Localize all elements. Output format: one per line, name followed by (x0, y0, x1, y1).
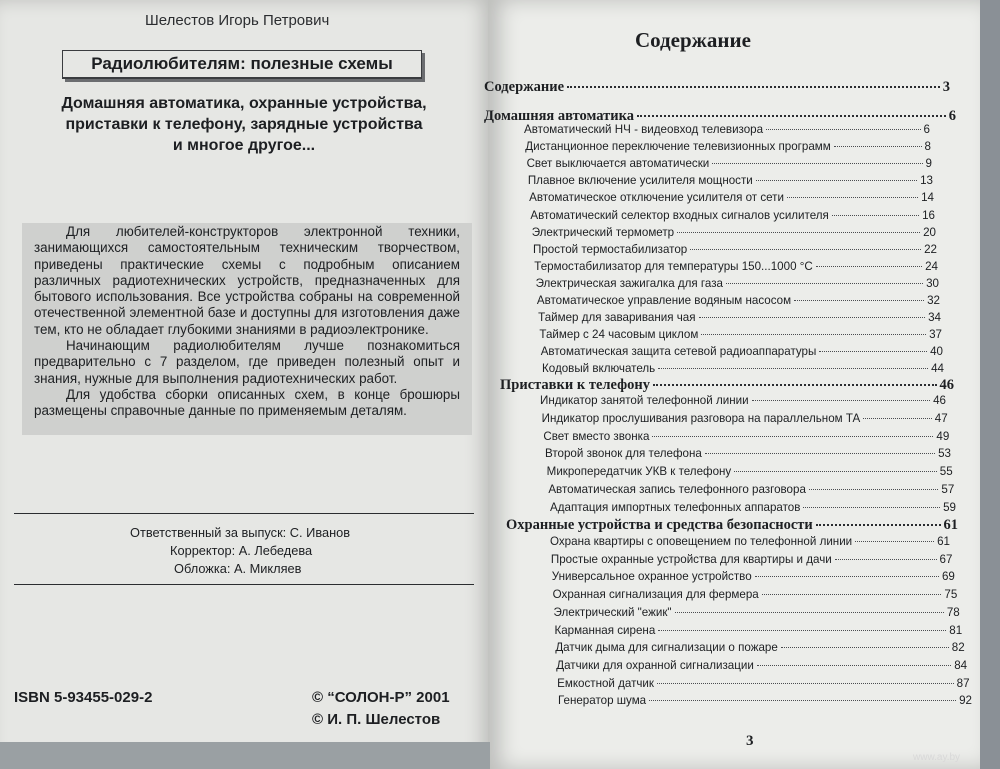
toc-leader-dots (690, 249, 921, 250)
toc-leader-dots (705, 453, 935, 454)
toc-entry-title: Приставки к телефону (500, 377, 651, 393)
toc-item (541, 345, 943, 358)
toc-item (524, 123, 930, 136)
toc-entry-page: 67 (939, 552, 953, 566)
toc-entry-title: Индикатор прослушивания разговора на параллельном ТА (541, 411, 861, 425)
toc-entry-title: Автоматический селектор входных сигналов усилителя (530, 208, 829, 222)
toc-section (506, 517, 958, 534)
toc-item (527, 157, 932, 170)
toc-entry-page: 22 (924, 242, 937, 256)
toc-entry-title: Автоматическая защита сетевой радиоаппаратуры (540, 345, 817, 359)
toc-leader-dots (658, 368, 928, 369)
toc-entry-page: 30 (926, 276, 939, 290)
desk-background-bottom (0, 742, 490, 769)
toc-entry-title: Свет вместо звонка (543, 429, 650, 443)
toc-entry-title: Термостабилизатор для температуры 150...1000 °С (534, 259, 813, 273)
toc-entry-title: Охранные устройства и средства безопасности (506, 517, 813, 533)
toc-leader-dots (567, 86, 940, 88)
toc-item (530, 209, 935, 222)
toc-item (542, 412, 948, 425)
toc-entry-title: Простой термостабилизатор (533, 242, 688, 256)
toc-entry-page: 55 (939, 465, 953, 479)
toc-entry-title: Автоматический НЧ - видеовход телевизора (524, 123, 764, 136)
credit-line: Корректор: А. Лебедева (170, 543, 313, 558)
annotation (34, 224, 460, 420)
toc-entry-page: 20 (923, 225, 936, 239)
toc-entry-page: 61 (943, 517, 958, 533)
toc-leader-dots (832, 215, 919, 216)
toc-item (537, 294, 940, 307)
toc-entry-page: 3 (942, 79, 950, 95)
toc-heading: Содержание (635, 28, 751, 52)
toc-entry-title: Простые охранные устройства для квартиры и дачи (550, 552, 832, 566)
toc-item (539, 328, 942, 341)
toc-item (550, 535, 950, 548)
toc-item (545, 447, 951, 460)
toc-entry-page: 49 (936, 429, 950, 443)
toc-entry-page: 84 (954, 658, 968, 672)
subtitle-line: приставки к телефону, зарядные устройства (65, 116, 423, 133)
toc-leader-dots (855, 541, 934, 542)
toc-entry-page: 82 (951, 641, 965, 655)
toc-item (553, 588, 958, 601)
toc-item (554, 606, 960, 619)
toc-leader-dots (726, 283, 923, 284)
toc-item (558, 694, 972, 707)
toc-entry-title: Генератор шума (558, 694, 647, 708)
toc-entry-title: Датчик дыма для сигнализации о пожаре (555, 641, 778, 655)
toc-item (532, 226, 936, 239)
annotation-paragraph: Начинающим радиолюбителям лучше познакомиться предварительно с 7 разделом, где приведен полезный опыт и знания, нужные для выполнения радиотехнических работ. (34, 338, 460, 386)
toc-entry-page: 9 (925, 157, 932, 171)
toc-item (528, 174, 933, 187)
toc-entry-page: 16 (922, 208, 935, 222)
toc-entry-page: 47 (934, 411, 948, 425)
toc-item (538, 311, 941, 324)
toc-item (557, 677, 969, 690)
toc-item (529, 191, 934, 204)
toc-entry-page: 24 (925, 259, 938, 273)
divider-line (14, 584, 474, 585)
divider-line (14, 513, 474, 514)
toc-entry-page: 8 (924, 140, 931, 154)
toc-entry-title: Содержание (484, 79, 565, 95)
toc-entry-page: 75 (944, 588, 958, 602)
subtitle-line: и многое другое... (172, 137, 316, 154)
toc-item (548, 483, 954, 496)
toc-entry-title: Емкостной датчик (557, 676, 654, 690)
table-of-contents (484, 74, 972, 714)
toc-entry-page: 40 (930, 345, 943, 359)
toc-leader-dots (757, 665, 951, 666)
page-number: 3 (746, 733, 754, 749)
toc-entry-title: Таймер с 24 часовым циклом (539, 328, 699, 342)
toc-leader-dots (794, 300, 924, 301)
copyright-line: © “СОЛОН-Р” 2001 (312, 689, 450, 706)
toc-entry-title: Карманная сирена (554, 623, 656, 637)
toc-entry-title: Охрана квартиры с оповещением по телефонной линии (550, 535, 853, 548)
toc-leader-dots (653, 384, 936, 386)
toc-entry-title: Автоматическое управление водяным насосом (536, 294, 792, 307)
toc-entry-page: 14 (921, 191, 934, 205)
toc-leader-dots (762, 594, 942, 595)
toc-entry-title: Домашняя автоматика (484, 108, 635, 124)
toc-item (543, 430, 949, 443)
toc-entry-page: 46 (933, 394, 946, 407)
toc-leader-dots (752, 400, 931, 401)
toc-entry-page: 81 (949, 623, 963, 637)
toc-section (484, 79, 950, 96)
toc-entry-page: 6 (948, 108, 956, 124)
credit-line: Ответственный за выпуск: С. Иванов (130, 525, 351, 540)
toc-section (500, 377, 954, 394)
toc-leader-dots (835, 559, 937, 560)
toc-item (555, 641, 964, 654)
toc-entry-title: Электрический "ежик" (553, 605, 672, 619)
toc-entry-page: 44 (931, 362, 944, 376)
author-name: Шелестов Игорь Петрович (145, 12, 330, 29)
toc-entry-page: 37 (929, 328, 942, 342)
toc-entry-title: Датчики для охранной сигнализации (556, 658, 754, 672)
toc-entry-page: 32 (927, 294, 940, 307)
toc-leader-dots (675, 612, 944, 613)
toc-entry-title: Автоматическое отключение усилителя от сети (529, 191, 784, 205)
toc-entry-page: 78 (946, 605, 960, 619)
toc-item (551, 553, 953, 566)
copyright-line: © И. П. Шелестов (312, 711, 441, 728)
toc-entry-page: 69 (941, 570, 955, 584)
toc-leader-dots (755, 576, 939, 577)
toc-entry-title: Индикатор занятой телефонной линии (540, 394, 749, 407)
toc-entry-page: 57 (941, 483, 955, 496)
copyright (312, 687, 450, 731)
annotation-paragraph: Для любителей-конструкторов электронной техники, занимающихся самостоятельным техническим творчеством, приведены практические схемы с подробным описанием различных радиотехнических устройств, предназначенных для бытового использования. Все устройства собраны на современной отечественной элементной базе и доступны для изготовления даже тем, кто не обладает глубокими знаниями в радиоэлектронике. (34, 224, 460, 337)
toc-entry-page: 13 (920, 174, 933, 188)
toc-leader-dots (652, 436, 933, 437)
toc-leader-dots (734, 471, 937, 472)
toc-leader-dots (863, 418, 931, 419)
toc-entry-title: Кодовый включатель (542, 362, 656, 376)
toc-entry-title: Таймер для заваривания чая (538, 311, 696, 325)
toc-item (534, 260, 938, 273)
isbn: ISBN 5-93455-029-2 (14, 689, 153, 706)
toc-leader-dots (834, 146, 922, 147)
annotation-paragraph: Для удобства сборки описанных схем, в конце брошюры размещены справочные данные по применяемым деталям. (34, 386, 460, 419)
toc-entry-title: Свет выключается автоматически (526, 157, 710, 171)
toc-leader-dots (766, 129, 920, 130)
subtitle-line: Домашняя автоматика, охранные устройства, (61, 95, 427, 112)
toc-leader-dots (816, 524, 941, 526)
toc-entry-title: Автоматическая запись телефонного разговора (548, 483, 806, 496)
toc-leader-dots (658, 630, 946, 631)
toc-entry-title: Электрическая зажигалка для газа (535, 276, 723, 290)
toc-leader-dots (637, 115, 946, 117)
toc-leader-dots (809, 489, 939, 490)
toc-entry-title: Универсальное охранное устройство (551, 570, 752, 584)
toc-entry-title: Дистанционное переключение телевизионных программ (525, 140, 831, 154)
toc-item (525, 140, 931, 153)
toc-leader-dots (787, 197, 918, 198)
toc-entry-title: Охранная сигнализация для фермера (552, 588, 759, 602)
toc-entry-page: 87 (956, 676, 970, 690)
toc-leader-dots (677, 232, 920, 233)
toc-leader-dots (712, 163, 922, 164)
book-title: Радиолюбителям: полезные схемы (62, 50, 422, 79)
book-subtitle (50, 93, 438, 156)
toc-leader-dots (819, 351, 927, 352)
toc-leader-dots (781, 647, 949, 648)
watermark: www.ay.by (913, 752, 961, 763)
toc-entry-page: 34 (928, 311, 941, 325)
toc-leader-dots (756, 180, 917, 181)
toc-entry-title: Микропередатчик УКВ к телефону (546, 465, 732, 479)
toc-leader-dots (701, 334, 926, 335)
toc-item (556, 659, 967, 672)
toc-leader-dots (649, 700, 956, 701)
toc-entry-page: 59 (943, 500, 956, 514)
toc-entry-title: Второй звонок для телефона (545, 447, 702, 461)
toc-item (533, 243, 937, 256)
toc-entry-page: 92 (959, 694, 972, 708)
toc-entry-title: Адаптация импортных телефонных аппаратов (550, 500, 801, 514)
toc-item (536, 277, 939, 290)
toc-entry-page: 46 (939, 377, 954, 393)
toc-item (547, 465, 953, 478)
toc-leader-dots (803, 507, 940, 508)
toc-entry-title: Электрический термометр (531, 225, 675, 239)
credits (130, 524, 350, 578)
toc-leader-dots (699, 317, 926, 318)
toc-item (542, 362, 944, 375)
desk-background (980, 0, 1000, 769)
credit-line: Обложка: А. Микляев (174, 561, 302, 576)
toc-entry-page: 61 (937, 535, 950, 548)
toc-entry-page: 6 (923, 123, 930, 136)
toc-leader-dots (657, 683, 954, 684)
toc-leader-dots (816, 266, 922, 267)
toc-entry-page: 53 (938, 447, 951, 461)
toc-item (554, 624, 962, 637)
toc-item (552, 570, 955, 583)
toc-item (550, 501, 956, 514)
toc-item (540, 394, 946, 407)
toc-entry-title: Плавное включение усилителя мощности (527, 174, 753, 188)
